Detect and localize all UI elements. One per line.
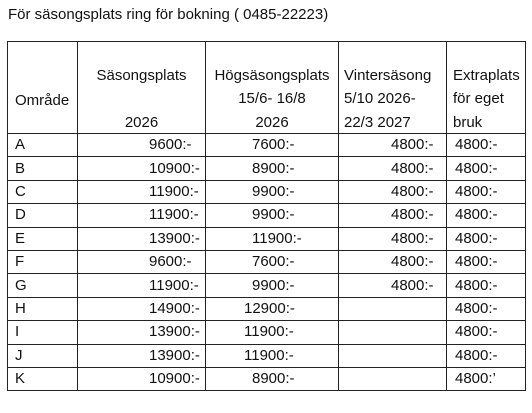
cell-omrade-value: D (15, 206, 26, 224)
cell-vintersasong (339, 344, 447, 367)
table-row (8, 204, 526, 227)
cell-sasongsplats (78, 180, 206, 203)
cell-hogsasongsplats (206, 180, 339, 203)
cell-hogsasongsplats (206, 134, 339, 157)
cell-extraplats (447, 344, 526, 367)
cell-omrade (8, 157, 78, 180)
cell-hogsasongsplats (206, 367, 339, 390)
cell-extraplats-value: 4800:- (455, 276, 498, 294)
cell-omrade-value: K (15, 370, 26, 388)
cell-extraplats-value: 4800:- (455, 323, 498, 341)
header-omrade-label: Område (15, 92, 70, 109)
header-vinter-line3: 22/3 2027 (344, 114, 411, 131)
cell-omrade (8, 344, 78, 367)
cell-sasongsplats-value: 9600:- (149, 253, 192, 271)
table-row (8, 367, 526, 390)
table-row (8, 297, 526, 320)
header-sasongsplats-line2: 2026 (124, 114, 159, 131)
cell-vintersasong (339, 204, 447, 227)
cell-hogsasongsplats-value: 9900:- (252, 182, 295, 200)
cell-hogsasongsplats-value: 11900:- (252, 229, 302, 247)
cell-vintersasong (339, 321, 447, 344)
cell-vintersasong (339, 180, 447, 203)
cell-hogsasongsplats (206, 204, 339, 227)
cell-hogsasongsplats-value: 12900:- (244, 299, 295, 317)
cell-sasongsplats-value: 11900:- (149, 276, 199, 294)
cell-omrade (8, 227, 78, 250)
cell-extraplats (447, 227, 526, 250)
cell-extraplats (447, 157, 526, 180)
cell-omrade-value: B (15, 159, 26, 177)
table-row (8, 180, 526, 203)
cell-hogsasongsplats-value: 9900:- (252, 276, 295, 294)
cell-vintersasong-value: 4800:- (391, 206, 434, 224)
header-hogsasong-line3: 2026 (255, 114, 289, 131)
header-sasongsplats (78, 42, 206, 134)
cell-sasongsplats-value: 9600:- (149, 136, 192, 154)
cell-vintersasong (339, 134, 447, 157)
header-hogsasong-line2: 15/6- 16/8 (238, 90, 306, 107)
cell-omrade-value: I (15, 323, 20, 341)
cell-hogsasongsplats (206, 297, 339, 320)
cell-hogsasongsplats (206, 274, 339, 297)
cell-omrade (8, 134, 78, 157)
cell-extraplats-value: 4800:- (455, 136, 498, 154)
cell-omrade-value: J (15, 346, 23, 364)
table-body (8, 134, 526, 391)
cell-vintersasong (339, 367, 447, 390)
cell-vintersasong-value: 4800:- (391, 136, 434, 154)
cell-omrade-value: A (15, 136, 26, 154)
cell-hogsasongsplats (206, 250, 339, 273)
cell-omrade (8, 297, 78, 320)
cell-omrade (8, 204, 78, 227)
cell-vintersasong-value: 4800:- (391, 229, 434, 247)
cell-sasongsplats (78, 367, 206, 390)
cell-extraplats-value: 4800:- (455, 159, 498, 177)
cell-sasongsplats-value: 13900:- (149, 229, 200, 247)
cell-sasongsplats (78, 204, 206, 227)
cell-vintersasong-value: 4800:- (391, 159, 434, 177)
cell-sasongsplats-value: 13900:- (149, 346, 200, 364)
cell-hogsasongsplats-value: 11900:- (244, 346, 294, 364)
cell-vintersasong (339, 227, 447, 250)
cell-sasongsplats (78, 250, 206, 273)
cell-hogsasongsplats-value: 8900:- (252, 159, 295, 177)
cell-sasongsplats-value: 11900:- (149, 206, 199, 224)
table-row (8, 321, 526, 344)
header-extraplats (447, 42, 526, 134)
cell-omrade (8, 274, 78, 297)
cell-extraplats (447, 180, 526, 203)
cell-hogsasongsplats-value: 7600:- (252, 136, 295, 154)
cell-vintersasong (339, 297, 447, 320)
cell-sasongsplats-value: 10900:- (149, 370, 200, 388)
table-row (8, 157, 526, 180)
cell-omrade-value: E (15, 229, 26, 247)
table-row (8, 227, 526, 250)
header-hogsasong-line1: Högsäsongsplats (214, 67, 330, 84)
cell-vintersasong-value: 4800:- (391, 182, 434, 200)
header-extra-line2: för eget (453, 90, 504, 107)
cell-sasongsplats (78, 134, 206, 157)
cell-vintersasong-value: 4800:- (391, 276, 434, 294)
cell-sasongsplats-value: 11900:- (149, 182, 199, 200)
cell-extraplats (447, 250, 526, 273)
header-extra-line1: Extraplats (453, 67, 520, 84)
cell-omrade (8, 180, 78, 203)
cell-vintersasong-value: 4800:- (391, 253, 434, 271)
cell-extraplats (447, 134, 526, 157)
price-table (7, 41, 526, 391)
cell-extraplats (447, 274, 526, 297)
cell-extraplats (447, 367, 526, 390)
header-extra-line3: bruk (453, 114, 483, 131)
cell-sasongsplats (78, 274, 206, 297)
table-row (8, 134, 526, 157)
cell-omrade (8, 321, 78, 344)
cell-extraplats-value: 4800:- (455, 346, 498, 364)
cell-omrade (8, 250, 78, 273)
cell-omrade-value: H (15, 299, 26, 317)
cell-hogsasongsplats (206, 321, 339, 344)
table-header-row (8, 42, 526, 134)
cell-hogsasongsplats (206, 157, 339, 180)
cell-vintersasong (339, 274, 447, 297)
cell-sasongsplats (78, 344, 206, 367)
cell-hogsasongsplats (206, 227, 339, 250)
table-row (8, 250, 526, 273)
cell-hogsasongsplats-value: 9900:- (252, 206, 295, 224)
header-vinter-line2: 5/10 2026- (344, 90, 416, 107)
cell-sasongsplats (78, 297, 206, 320)
cell-omrade-value: G (15, 276, 27, 294)
cell-extraplats (447, 204, 526, 227)
cell-extraplats-value: 4800:- (455, 299, 498, 317)
cell-hogsasongsplats-value: 11900:- (244, 323, 294, 341)
cell-omrade-value: C (15, 182, 26, 200)
header-sasongsplats-line1: Säsongsplats (96, 67, 187, 84)
cell-sasongsplats-value: 14900:- (149, 299, 200, 317)
cell-sasongsplats (78, 321, 206, 344)
cell-extraplats-value: 4800:- (455, 206, 498, 224)
cell-extraplats-value: 4800:’ (455, 370, 496, 388)
cell-hogsasongsplats-value: 8900:- (252, 370, 295, 388)
cell-sasongsplats (78, 157, 206, 180)
cell-sasongsplats-value: 10900:- (149, 159, 200, 177)
cell-sasongsplats (78, 227, 206, 250)
table-row (8, 344, 526, 367)
header-vintersasong (339, 42, 447, 134)
cell-extraplats (447, 297, 526, 320)
cell-omrade-value: F (15, 253, 25, 271)
cell-vintersasong (339, 157, 447, 180)
header-hogsasongsplats (206, 42, 339, 134)
cell-hogsasongsplats-value: 7600:- (252, 253, 295, 271)
cell-vintersasong (339, 250, 447, 273)
page-title: För säsongsplats ring för bokning ( 0485-22223) (8, 6, 329, 23)
header-omrade (8, 42, 78, 134)
cell-omrade (8, 367, 78, 390)
cell-sasongsplats-value: 13900:- (149, 323, 200, 341)
table-row (8, 274, 526, 297)
cell-extraplats-value: 4800:- (455, 229, 498, 247)
header-vinter-line1: Vintersäsong (344, 67, 432, 84)
cell-extraplats-value: 4800:- (455, 253, 498, 271)
cell-extraplats-value: 4800:- (455, 182, 498, 200)
cell-hogsasongsplats (206, 344, 339, 367)
cell-extraplats (447, 321, 526, 344)
